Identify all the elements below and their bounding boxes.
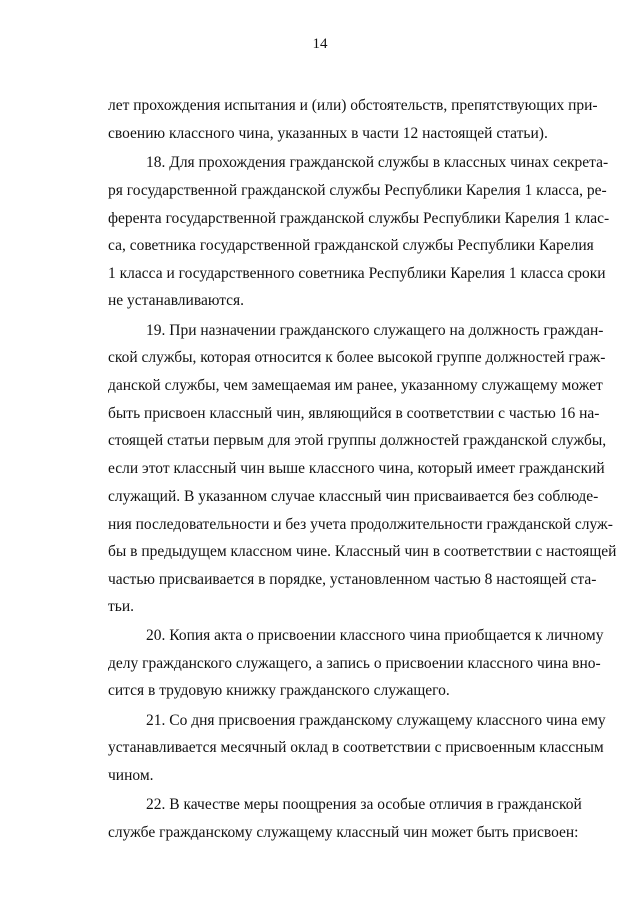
text-line: ферента государственной гражданской службы Республики Карелия 1 клас- <box>108 210 610 227</box>
text-line: не устанавливаются. <box>108 292 245 309</box>
text-line: лет прохождения испытания и (или) обстоятельств, препятствующих при- <box>108 97 598 114</box>
paragraph-18-start: 18. Для прохождения гражданской службы в классных чинах секрета- <box>146 154 609 171</box>
text-line: 1 класса и государственного советника Республики Карелия 1 класса сроки <box>108 265 606 282</box>
text-line: частью присваивается в порядке, установленном частью 8 настоящей ста- <box>108 571 597 588</box>
text-line: ской службы, которая относится к более высокой группе должностей граж- <box>108 349 606 366</box>
text-line: быть присвоен классный чин, являющийся в соответствии с частью 16 на- <box>108 405 600 422</box>
text-line: тьи. <box>108 598 135 615</box>
paragraph-19-start: 19. При назначении гражданского служащего на должность граждан- <box>146 322 604 339</box>
text-line: если этот классный чин выше классного чина, который имеет гражданский <box>108 460 605 477</box>
paragraph-20-start: 20. Копия акта о присвоении классного чина приобщается к личному <box>146 627 604 644</box>
text-line: чином. <box>108 767 154 784</box>
page-number: 14 <box>312 36 328 52</box>
text-line: сится в трудовую книжку гражданского служащего. <box>108 682 450 699</box>
text-line: данской службы, чем замещаемая им ранее, указанному служащему может <box>108 377 603 394</box>
text-line: делу гражданского служащего, а запись о присвоении классного чина вно- <box>108 655 601 672</box>
text-line: са, советника государственной гражданской службы Республики Карелия <box>108 237 594 254</box>
text-line: своению классного чина, указанных в части 12 настоящей статьи). <box>108 125 548 142</box>
text-line: бы в предыдущем классном чине. Классный чин в соответствии с настоящей <box>108 543 617 560</box>
text-line: служащий. В указанном случае классный чин присваивается без соблюде- <box>108 488 599 505</box>
text-line: службе гражданскому служащему классный чин может быть присвоен: <box>108 824 579 841</box>
text-line: устанавливается месячный оклад в соответствии с присвоенным классным <box>108 739 604 756</box>
text-line: стоящей статьи первым для этой группы должностей гражданской службы, <box>108 432 607 449</box>
text-line: ния последовательности и без учета продолжительности гражданской служ- <box>108 516 613 533</box>
paragraph-22-start: 22. В качестве меры поощрения за особые отличия в гражданской <box>146 796 582 813</box>
paragraph-21-start: 21. Со дня присвоения гражданскому служащему классного чина ему <box>146 712 606 729</box>
text-line: ря государственной гражданской службы Республики Карелия 1 класса, ре- <box>108 182 607 199</box>
